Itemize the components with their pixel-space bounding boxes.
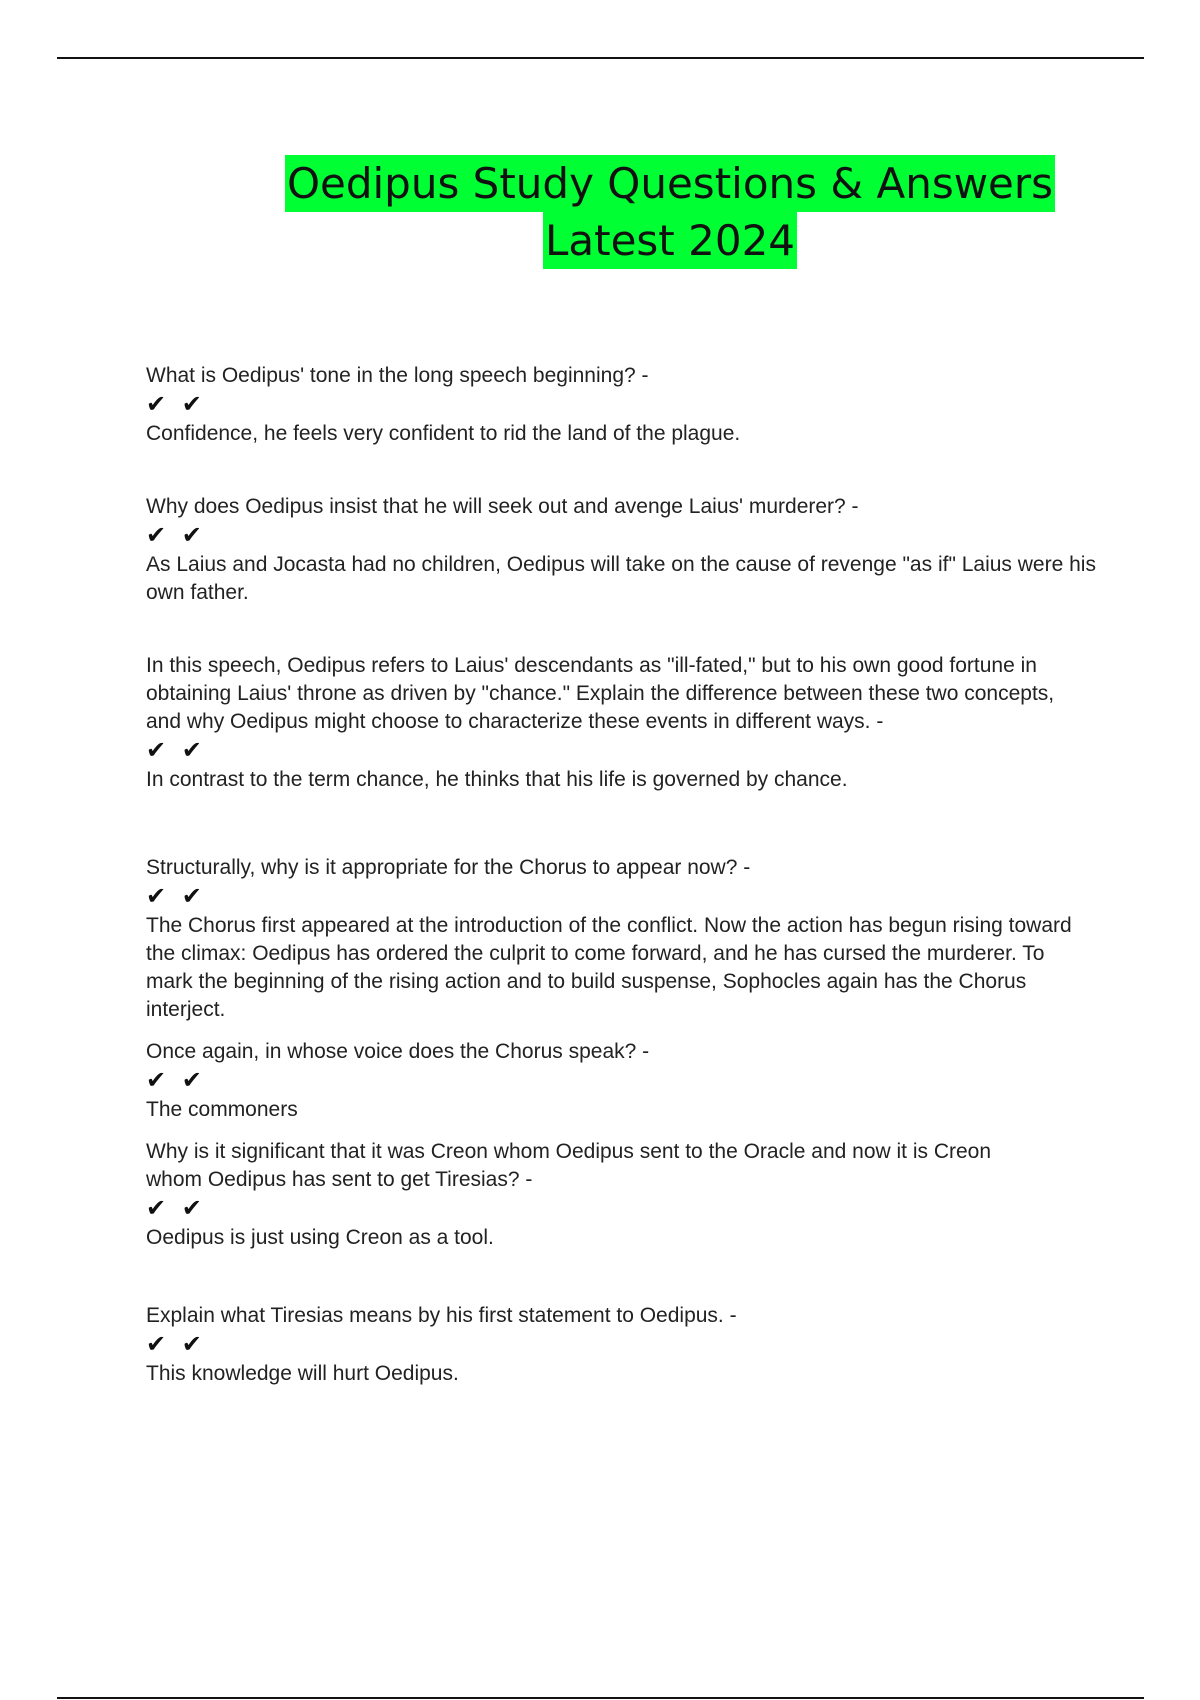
question-text: Once again, in whose voice does the Chorus speak? - xyxy=(146,1040,650,1063)
answer-text: The Chorus first appeared at the introduction of the conflict. Now the action has begun rising toward the climax: Oedipus has ordered the culprit to come forward, and he has cursed the murderer. To mark the beginning of the rising action and to build suspense, Sophocles again has the Chorus interject. xyxy=(146,914,1072,1021)
qa-item xyxy=(146,334,966,448)
question-text: Why is it significant that it was Creon whom Oedipus sent to the Oracle and now it is Creon whom Oedipus has sent to get Tiresias? - xyxy=(146,1140,992,1191)
question-text: In this speech, Oedipus refers to Laius' descendants as "ill-fated," but to his own good fortune in obtaining Laius' throne as driven by "chance." Explain the difference between these two concepts, and why Oedipus might choose to characterize these events in different ways. - xyxy=(146,654,1055,733)
answer-text: Confidence, he feels very confident to rid the land of the plague. xyxy=(146,422,741,445)
answer-text: In contrast to the term chance, he thinks that his life is governed by chance. xyxy=(146,768,848,791)
double-check-icon: ✔ ✔ xyxy=(146,390,206,418)
answer-text: The commoners xyxy=(146,1098,298,1121)
double-check-icon: ✔ ✔ xyxy=(146,1330,206,1358)
question-text: Why does Oedipus insist that he will seek out and avenge Laius' murderer? - xyxy=(146,495,859,518)
qa-item xyxy=(146,1110,1016,1252)
double-check-icon: ✔ ✔ xyxy=(146,521,206,549)
question-text: Explain what Tiresias means by his first statement to Oedipus. - xyxy=(146,1304,737,1327)
qa-item xyxy=(146,624,1086,794)
answer-text: This knowledge will hurt Oedipus. xyxy=(146,1362,459,1385)
bottom-rule xyxy=(57,1697,1144,1699)
question-text: Structurally, why is it appropriate for the Chorus to appear now? - xyxy=(146,856,751,879)
qa-item xyxy=(146,826,1096,1024)
double-check-icon: ✔ ✔ xyxy=(146,1194,206,1222)
double-check-icon: ✔ ✔ xyxy=(146,736,206,764)
qa-item xyxy=(146,1010,649,1124)
double-check-icon: ✔ ✔ xyxy=(146,882,206,910)
title-line-1: Oedipus Study Questions & Answers xyxy=(285,155,1055,212)
answer-text: Oedipus is just using Creon as a tool. xyxy=(146,1226,494,1249)
title-line-2: Latest 2024 xyxy=(543,212,797,269)
answer-text: As Laius and Jocasta had no children, Oedipus will take on the cause of revenge "as if" Laius were his own father. xyxy=(146,553,1096,604)
document-title xyxy=(0,155,1200,269)
qa-item xyxy=(146,1274,1046,1388)
qa-item xyxy=(146,465,1096,607)
question-text: What is Oedipus' tone in the long speech beginning? - xyxy=(146,364,649,387)
top-rule xyxy=(57,57,1144,59)
double-check-icon: ✔ ✔ xyxy=(146,1066,206,1094)
